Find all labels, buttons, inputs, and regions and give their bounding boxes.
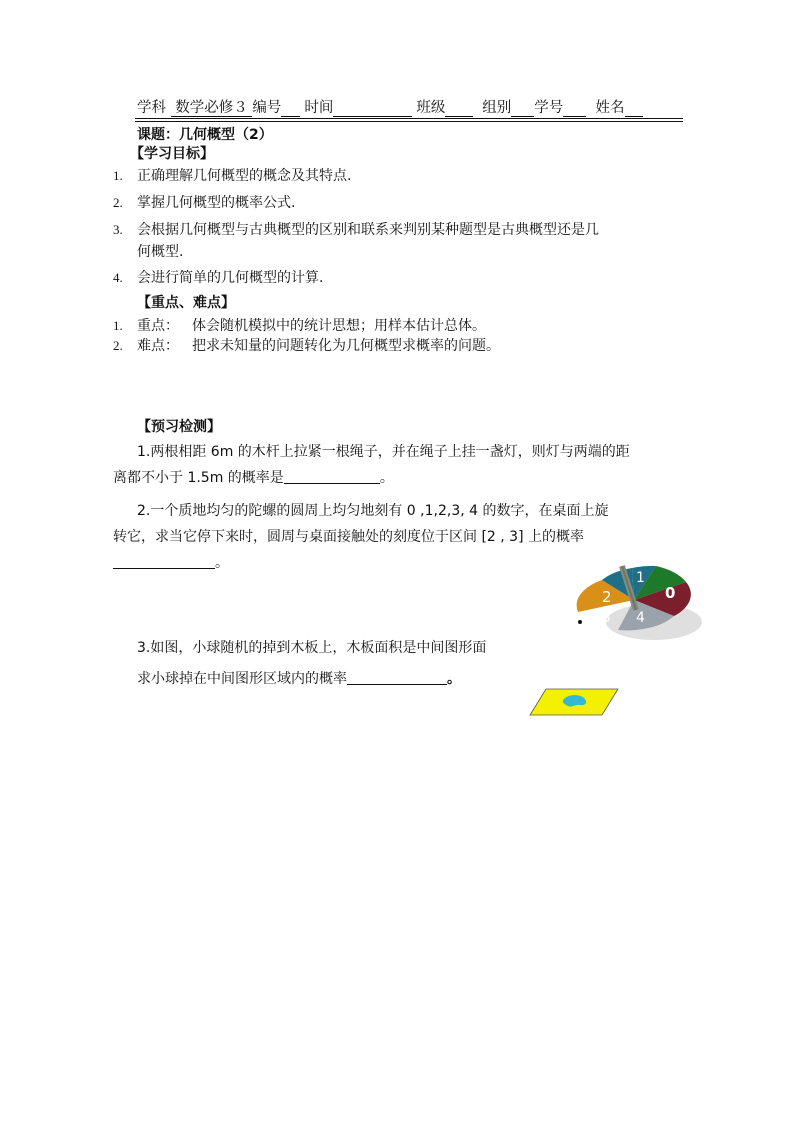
subject-value: 数学必修３ (171, 100, 253, 117)
q1-line1: 1.两根相距 6m 的木杆上拉紧一根绳子，并在绳子上挂一盏灯，则灯与两端的距 (137, 444, 630, 460)
q1-answer-blank[interactable] (284, 469, 380, 484)
header-rule-bottom (135, 121, 683, 122)
spinner-dot (578, 620, 582, 624)
q1-line2-text: 离都不小于 1.5m 的概率是 (113, 470, 284, 486)
topic-title: 课题：几何概型（2） (137, 127, 273, 143)
goal-3-text-line1: 会根据几何概型与古典概型的区别和联系来判别某种题型是古典概型还是几 (137, 222, 599, 238)
goal-2-num: 2. (113, 195, 123, 210)
q3-line2-end: 。 (447, 671, 461, 687)
class-blank (445, 100, 473, 117)
number-label: 编号 (252, 100, 282, 116)
subject-label: 学科 (137, 100, 166, 116)
time-blank (333, 100, 411, 117)
goals-heading: 【学习目标】 (130, 146, 214, 162)
spinner-label-3: 3 (602, 610, 611, 626)
q3-line1: 3.如图，小球随机的掉到木板上，木板面积是中间图形面 (137, 640, 487, 656)
q3-line2 (137, 668, 461, 688)
header-rule-top (135, 118, 683, 119)
q1-line2 (113, 467, 394, 487)
q1-line2-end: 。 (379, 470, 394, 486)
preview-heading: 【预习检测】 (137, 419, 221, 435)
key-1-label: 重点： (137, 318, 179, 334)
goal-3-num: 3. (113, 222, 123, 237)
student-id-label: 学号 (534, 100, 564, 116)
student-id-blank (563, 100, 586, 117)
q3-line2-text: 求小球掉在中间图形区域内的概率 (137, 671, 347, 687)
spinner-label-4: 4 (636, 610, 645, 626)
group-label: 组别 (482, 100, 512, 116)
spinner-illustration (574, 560, 704, 642)
goal-4-num: 4. (113, 270, 123, 285)
key-1-text: 体会随机模拟中的统计思想；用样本估计总体。 (192, 318, 486, 334)
spinner-label-0: 0 (665, 584, 676, 602)
goal-4-text: 会进行简单的几何概型的计算. (137, 270, 324, 286)
class-label: 班级 (416, 100, 446, 116)
key-2-label: 难点： (137, 338, 179, 354)
q2-line1: 2.一个质地均匀的陀螺的圆周上均匀地刻有 0 ,1,2,3, 4 的数字，在桌面上旋 (137, 503, 609, 519)
key-points-heading: 【重点、难点】 (137, 295, 235, 311)
q2-line2: 转它，求当它停下来时，圆周与桌面接触处的刻度位于区间 [2 , 3] 上的概率 (113, 529, 584, 545)
q3-answer-blank[interactable] (347, 670, 447, 685)
group-blank (511, 100, 534, 117)
q2-answer-blank[interactable] (113, 554, 215, 569)
goal-1-text: 正确理解几何概型的概念及其特点. (137, 168, 352, 184)
goal-3-text-line2: 何概型. (137, 244, 184, 260)
key-2-text: 把求未知量的问题转化为几何概型求概率的问题。 (192, 338, 500, 354)
goal-1-num: 1. (113, 168, 123, 183)
key-2-num: 2. (113, 338, 123, 353)
spinner-label-2: 2 (602, 588, 612, 606)
name-label: 姓名 (595, 100, 625, 116)
goal-2-text: 掌握几何概型的概率公式. (137, 195, 296, 211)
board-illustration (528, 688, 620, 716)
time-label: 时间 (304, 100, 334, 116)
key-1-num: 1. (113, 318, 123, 333)
name-blank (625, 100, 643, 117)
q2-line3 (113, 552, 229, 572)
spinner-label-1: 1 (636, 570, 645, 586)
header-line (137, 96, 643, 117)
number-blank (281, 100, 299, 117)
q2-line3-end: 。 (215, 555, 229, 571)
